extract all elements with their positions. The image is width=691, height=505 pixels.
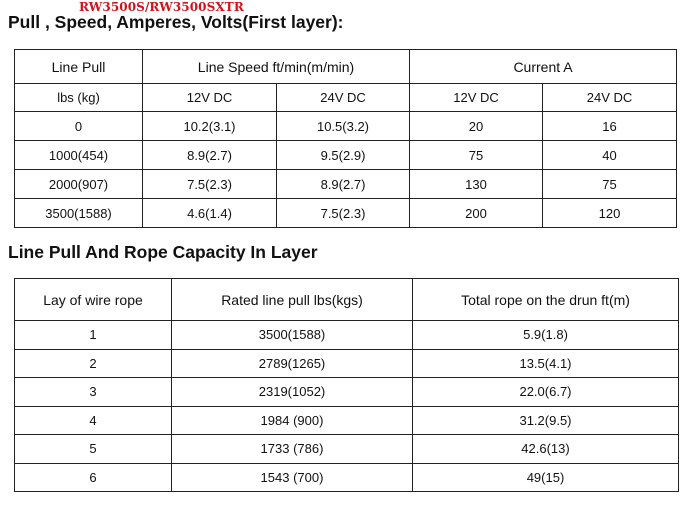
table-row: [15, 406, 679, 435]
table-cell: 49(15): [413, 463, 679, 492]
table-row: [15, 170, 677, 199]
table-cell: 1984 (900): [172, 406, 413, 435]
table-cell: 1: [15, 321, 172, 350]
header-line-speed: Line Speed ft/min(m/min): [143, 50, 410, 84]
rope-capacity-table: [14, 278, 679, 492]
table-cell: 3: [15, 378, 172, 407]
table-cell: 16: [543, 112, 677, 141]
table-row: [15, 141, 677, 170]
table-cell: 42.6(13): [413, 435, 679, 464]
table-header-row: [15, 279, 679, 321]
table-cell: 75: [543, 170, 677, 199]
header-lay-of-wire-rope: Lay of wire rope: [15, 279, 172, 321]
subheader-cell: 12V DC: [143, 84, 277, 112]
table-cell: 5.9(1.8): [413, 321, 679, 350]
table-row: [15, 321, 679, 350]
subheader-cell: 12V DC: [410, 84, 543, 112]
table-row: [15, 463, 679, 492]
table-cell: 6: [15, 463, 172, 492]
table-cell: 10.5(3.2): [277, 112, 410, 141]
table-cell: 2000(907): [15, 170, 143, 199]
table-cell: 75: [410, 141, 543, 170]
header-rated-line-pull: Rated line pull lbs(kgs): [172, 279, 413, 321]
subheader-cell: lbs (kg): [15, 84, 143, 112]
table-row: [15, 199, 677, 228]
table-cell: 4.6(1.4): [143, 199, 277, 228]
model-tag: RW3500S/RW3500SXTR: [79, 0, 244, 14]
header-total-rope: Total rope on the drun ft(m): [413, 279, 679, 321]
performance-table: [14, 49, 677, 228]
table-cell: 40: [543, 141, 677, 170]
table-cell: 4: [15, 406, 172, 435]
table-cell: 5: [15, 435, 172, 464]
section-title-performance: Pull , Speed, Amperes, Volts(First layer):: [8, 12, 344, 32]
table-cell: 22.0(6.7): [413, 378, 679, 407]
table-row: [15, 349, 679, 378]
header-current: Current A: [410, 50, 677, 84]
table-cell: 0: [15, 112, 143, 141]
subheader-cell: 24V DC: [277, 84, 410, 112]
header-line-pull: Line Pull: [15, 50, 143, 84]
table-cell: 10.2(3.1): [143, 112, 277, 141]
table-cell: 130: [410, 170, 543, 199]
table-cell: 3500(1588): [172, 321, 413, 350]
table-cell: 20: [410, 112, 543, 141]
table-cell: 7.5(2.3): [143, 170, 277, 199]
table-cell: 200: [410, 199, 543, 228]
section-title-rope-capacity: Line Pull And Rope Capacity In Layer: [8, 242, 318, 262]
table-cell: 2319(1052): [172, 378, 413, 407]
table-subheader-row: [15, 84, 677, 112]
table-cell: 3500(1588): [15, 199, 143, 228]
table-cell: 1000(454): [15, 141, 143, 170]
table-cell: 1543 (700): [172, 463, 413, 492]
table-cell: 13.5(4.1): [413, 349, 679, 378]
table-row: [15, 378, 679, 407]
subheader-cell: 24V DC: [543, 84, 677, 112]
table-row: [15, 435, 679, 464]
table-cell: 1733 (786): [172, 435, 413, 464]
table-cell: 7.5(2.3): [277, 199, 410, 228]
table-cell: 31.2(9.5): [413, 406, 679, 435]
table-cell: 2: [15, 349, 172, 378]
table-cell: 8.9(2.7): [143, 141, 277, 170]
table-cell: 2789(1265): [172, 349, 413, 378]
table-cell: 120: [543, 199, 677, 228]
table-header-row: [15, 50, 677, 84]
table-cell: 9.5(2.9): [277, 141, 410, 170]
table-row: [15, 112, 677, 141]
table-cell: 8.9(2.7): [277, 170, 410, 199]
